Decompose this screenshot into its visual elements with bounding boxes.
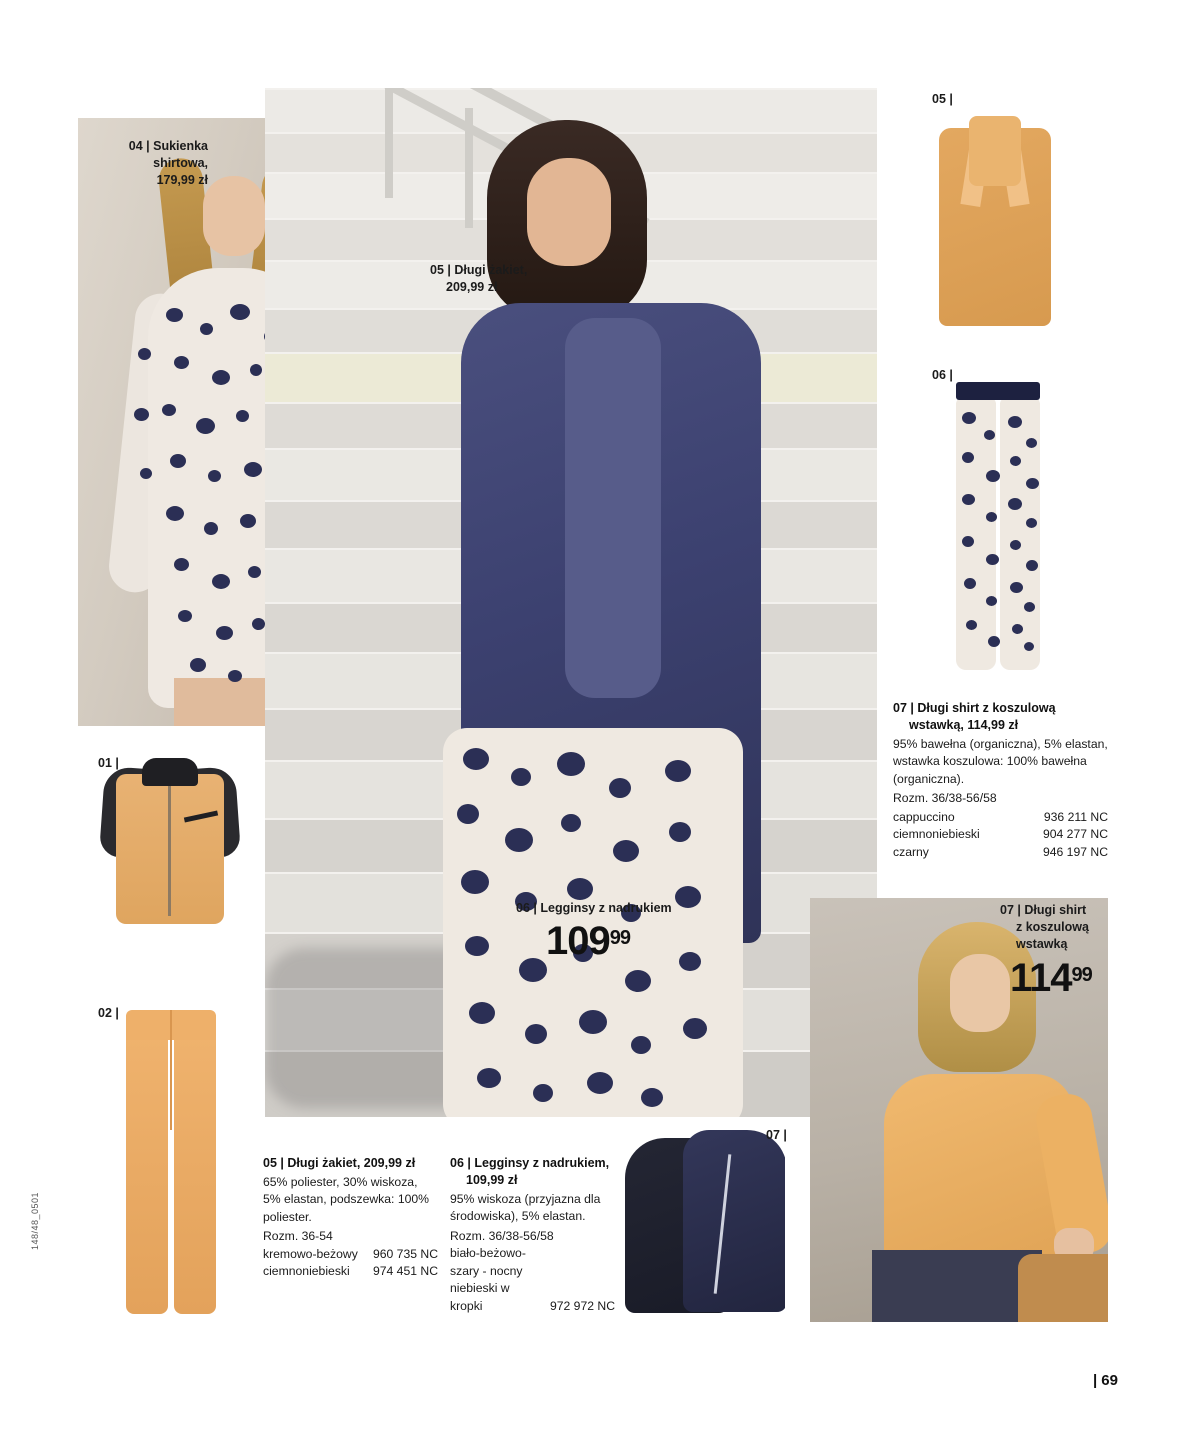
callout-dress-line2: shirtowa, (153, 155, 208, 170)
callout-jacket-small-num: 01 | (98, 756, 119, 770)
variant-code: 960 735 NC (372, 1246, 438, 1261)
variant-code: 936 211 NC (1043, 809, 1108, 824)
variant-code: 946 197 NC (1042, 844, 1108, 859)
variant-code-wrap (550, 1298, 615, 1316)
leggings-price-int: 109 (546, 918, 610, 963)
shirt07-price-dec: 99 (1071, 963, 1092, 986)
callout-trousers-num: 02 | (98, 1006, 119, 1020)
variant-row (893, 826, 1108, 844)
callout-dress-line1: Sukienka (153, 139, 208, 153)
block06-body: 95% wiskoza (przyjazna dla środowiska), 5% elastan. (450, 1191, 601, 1224)
variant-name: czarny (893, 844, 929, 859)
product-block-07 (893, 700, 1108, 862)
block07-num: 07 | (893, 701, 914, 715)
callout-dress (88, 138, 208, 189)
shirt07-price-int: 114 (1010, 955, 1072, 1000)
block07-size: Rozm. 36/38-56/58 (893, 791, 997, 806)
variant-name: biało-beżowo-szary - nocny niebieski w kropki (450, 1246, 526, 1314)
block05-title: Długi żakiet, 209,99 zł (287, 1156, 416, 1170)
callout-leggings-num: 06 | (932, 368, 953, 382)
variant-row (263, 1263, 438, 1281)
block06-num: 06 | (450, 1156, 471, 1170)
block07-title2: wstawką, 114,99 zł (909, 717, 1019, 732)
callout-jacket-main-line2: 209,99 zł (446, 279, 498, 294)
page-number: | 69 (1092, 1372, 1118, 1389)
variant-name: cappuccino (893, 809, 955, 824)
photo-leggings (928, 382, 1068, 672)
callout-jacket-main-num: 05 | (430, 263, 451, 277)
block05-size: Rozm. 36-54 (263, 1229, 333, 1244)
variant-name: kremowo-beżowy (263, 1246, 358, 1261)
callout-shirt07-line2: z koszulową (1016, 919, 1089, 934)
variant-row (263, 1246, 438, 1264)
variant-row (893, 809, 1108, 827)
callout-leggings-main (516, 900, 776, 964)
callout-coat-num: 05 | (932, 92, 953, 106)
callout-dress-line3: 179,99 zł (156, 172, 208, 187)
variant-name: ciemnoniebieski (263, 1264, 350, 1279)
block06-title2: 109,99 zł (466, 1172, 518, 1187)
page-side-code: 148/48_0501 (30, 1191, 40, 1250)
variant-row (450, 1245, 542, 1316)
callout-shirt07-line1: Długi shirt (1024, 903, 1087, 917)
variant-code: 974 451 NC (372, 1264, 438, 1279)
photo-jacket-small (80, 748, 260, 948)
block05-body: 65% poliester, 30% wiskoza, 5% elastan, podszewka: 100% poliester. (263, 1174, 429, 1224)
photo-coat (915, 108, 1075, 338)
block06-size: Rozm. 36/38-56/58 (450, 1228, 554, 1243)
block05-num: 05 | (263, 1156, 284, 1170)
photo-shirts-pair (625, 1120, 785, 1320)
block07-body: 95% bawełna (organiczna), 5% elastan, wstawka koszulowa: 100% bawełna (organiczna). (893, 736, 1108, 786)
callout-jacket-main-line1: Długi żakiet, (454, 263, 528, 277)
block07-title: Długi shirt z koszulową (917, 701, 1056, 715)
callout-shirt07-line3: wstawką (1016, 936, 1068, 951)
callout-shirts-num: 07 | (766, 1128, 787, 1142)
block06-title: Legginsy z nadrukiem, (474, 1156, 610, 1170)
callout-shirt07-num: 07 | (1000, 903, 1021, 917)
callout-dress-num: 04 | (128, 139, 150, 153)
product-block-05 (263, 1155, 438, 1281)
callout-leggings-main-num: 06 | (516, 901, 537, 915)
variant-code: 972 972 NC (549, 1299, 615, 1314)
callout-leggings-main-label: Legginsy z nadrukiem (540, 901, 672, 915)
leggings-price-dec: 99 (609, 926, 630, 949)
callout-shirt-model (1000, 902, 1100, 1001)
variant-code: 904 277 NC (1042, 827, 1108, 842)
callout-jacket-main (430, 262, 600, 296)
photo-trousers (96, 1002, 246, 1322)
variant-row (893, 844, 1108, 862)
product-block-06 (450, 1155, 615, 1316)
variant-name: ciemnoniebieski (893, 827, 980, 842)
